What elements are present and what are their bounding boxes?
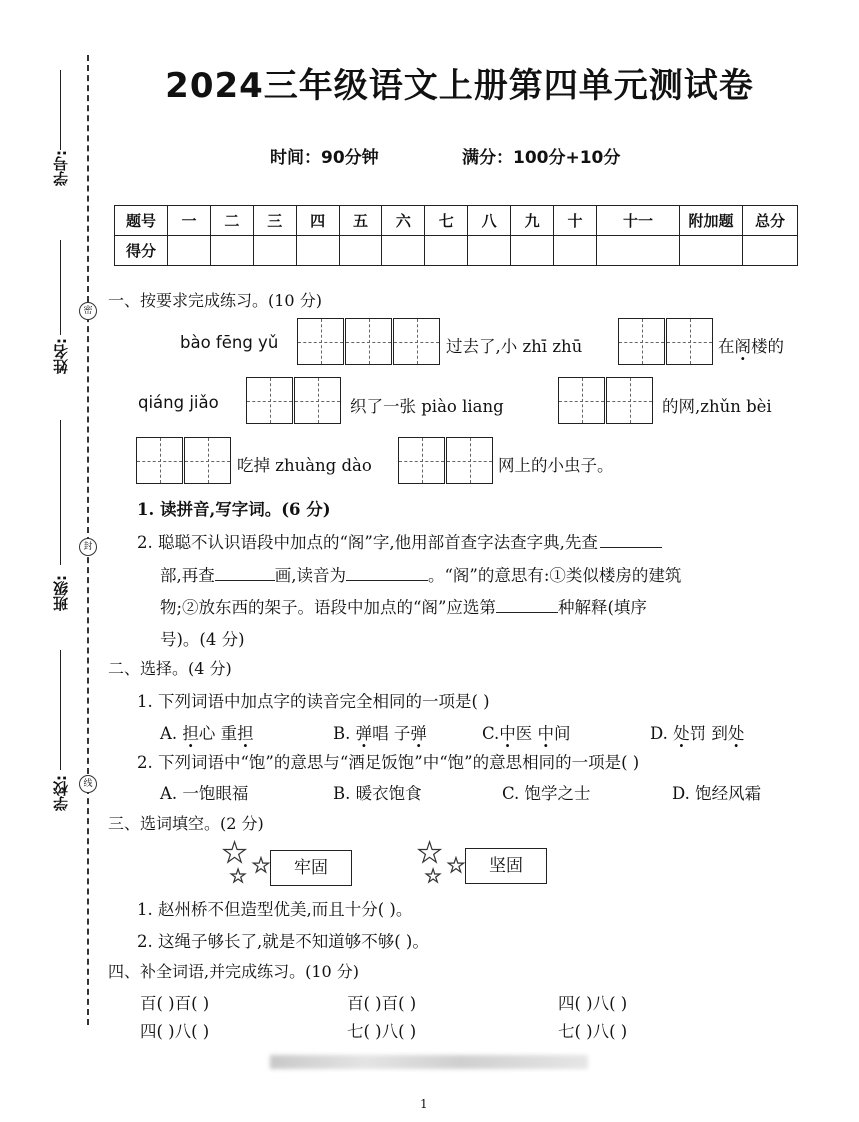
score-cell: 二	[210, 206, 253, 236]
score-input-cell[interactable]	[425, 236, 468, 266]
option-2-1-d[interactable]	[650, 720, 744, 744]
option-2-1-b[interactable]	[333, 720, 427, 744]
passage-text: 网上的小虫子。	[498, 456, 614, 475]
tian-grid-box[interactable]	[246, 377, 293, 424]
dotted-char: 弹	[355, 724, 373, 743]
word-option-laogu: 牢固	[270, 850, 352, 886]
student-id-label: 学号:	[52, 150, 70, 186]
section2-heading: 二、选择。(4 分)	[108, 659, 232, 678]
question-text: 部,再查	[160, 566, 215, 585]
idiom-fill-item: 七( )八( )	[558, 1022, 628, 1041]
dotted-char-ge: 阁	[734, 337, 751, 356]
question-1-2-line4: 号)。(4 分)	[160, 630, 245, 649]
seal-feng: 封	[79, 538, 97, 556]
option-2-2-b[interactable]: B. 暖衣饱食	[333, 784, 422, 803]
score-input-cell[interactable]	[680, 236, 743, 266]
question-1-2-line2	[160, 562, 681, 586]
question-text: 画,读音为	[274, 566, 346, 585]
passage-text-part: 楼的	[751, 337, 784, 356]
exam-time: 时间：90分钟	[270, 148, 379, 168]
option-2-1-c[interactable]	[482, 720, 571, 744]
idiom-fill-item[interactable]: 百( )百( )	[347, 994, 417, 1013]
score-cell: 十一	[596, 206, 679, 236]
tian-grid-box[interactable]	[618, 318, 665, 365]
dotted-char: 中	[499, 724, 516, 743]
option-text: 医	[515, 724, 538, 743]
option-2-2-c[interactable]: C. 饱学之士	[502, 784, 591, 803]
score-cell: 十	[554, 206, 597, 236]
answer-blank[interactable]	[215, 566, 275, 581]
answer-blank[interactable]	[600, 533, 662, 548]
tian-grid-box[interactable]	[294, 377, 341, 424]
score-input-cell[interactable]	[511, 236, 554, 266]
score-input-cell[interactable]	[253, 236, 296, 266]
tian-grid-box[interactable]	[184, 437, 231, 484]
option-text: 心 重	[198, 724, 238, 743]
dotted-char: 处	[727, 724, 745, 743]
name-label: 姓名:	[52, 338, 70, 374]
score-cell: 题号	[115, 206, 168, 236]
dotted-char: 担	[182, 724, 199, 743]
class-label: 班级:	[52, 575, 70, 611]
score-table-score-row	[115, 236, 798, 266]
score-input-cell[interactable]	[468, 236, 511, 266]
passage-text-part: 在	[718, 337, 735, 356]
score-table-header-row	[115, 206, 798, 236]
option-letter: D.	[650, 724, 668, 743]
score-cell: 一	[168, 206, 211, 236]
score-cell: 六	[382, 206, 425, 236]
tian-grid-box[interactable]	[446, 437, 493, 484]
section3-heading: 三、选词填空。(2 分)	[108, 814, 264, 833]
score-cell: 总分	[743, 206, 798, 236]
option-2-2-d[interactable]: D. 饱经风霜	[672, 784, 762, 803]
star-icon: ★	[252, 853, 270, 877]
class-line	[60, 420, 61, 565]
section1-heading: 一、按要求完成练习。(10 分)	[108, 291, 322, 310]
score-cell: 九	[511, 206, 554, 236]
score-input-cell[interactable]	[554, 236, 597, 266]
question-2-1: 1. 下列词语中加点字的读音完全相同的一项是( )	[137, 692, 490, 711]
score-input-cell[interactable]	[743, 236, 798, 266]
tian-grid-box[interactable]	[297, 318, 344, 365]
score-cell: 八	[468, 206, 511, 236]
passage-text: 的网,zhǔn bèi	[662, 397, 772, 416]
score-cell: 五	[339, 206, 382, 236]
exam-full-score: 满分：100分+10分	[462, 148, 621, 168]
page-number: 1	[420, 1097, 428, 1111]
school-label: 学校:	[52, 775, 70, 811]
score-input-cell[interactable]	[210, 236, 253, 266]
question-text: 物;②放东西的架子。语段中加点的“阁”应选第	[160, 598, 496, 617]
score-input-cell[interactable]	[168, 236, 211, 266]
score-cell: 七	[425, 206, 468, 236]
option-text: 罚 到	[689, 724, 728, 743]
score-cell: 三	[253, 206, 296, 236]
tian-grid-box[interactable]	[398, 437, 445, 484]
option-letter: A.	[160, 724, 178, 743]
question-1-2-line3	[160, 594, 647, 618]
section4-heading: 四、补全词语,并完成练习。(10 分)	[108, 962, 360, 981]
score-input-cell[interactable]	[382, 236, 425, 266]
name-line	[60, 240, 61, 335]
star-icon: ★	[222, 836, 248, 869]
tian-grid-box[interactable]	[136, 437, 183, 484]
seal-mi: 密	[79, 302, 97, 320]
score-cell: 附加题	[680, 206, 743, 236]
answer-blank[interactable]	[346, 566, 428, 581]
word-option-jiangu: 坚固	[465, 848, 547, 884]
dotted-char: 处	[673, 724, 690, 743]
score-cell: 四	[296, 206, 339, 236]
star-icon: ★	[230, 866, 247, 887]
idiom-fill-item[interactable]: 百( )百( )	[140, 994, 210, 1013]
option-letter: B.	[333, 724, 351, 743]
question-3-1: 1. 赵州桥不但造型优美,而且十分( )。	[137, 900, 413, 919]
score-input-cell[interactable]	[596, 236, 679, 266]
seal-xian: 线	[79, 775, 97, 793]
option-2-1-a[interactable]	[160, 720, 254, 744]
star-icon: ★	[425, 866, 442, 887]
pinyin-qiangjiao: qiáng jiǎo	[138, 393, 219, 412]
pinyin-baofengyu: bào fēng yǔ	[180, 333, 279, 352]
star-icon: ★	[417, 836, 443, 869]
question-text: 。“阁”的意思有:①类似楼房的建筑	[428, 566, 682, 585]
idiom-fill-item[interactable]: 四( )八( )	[558, 994, 628, 1013]
question-2-2: 2. 下列词语中“饱”的意思与“酒足饭饱”中“饱”的意思相同的一项是( )	[137, 753, 640, 772]
passage-text: 织了一张 piào liang	[350, 397, 504, 416]
answer-blank[interactable]	[496, 598, 558, 613]
dotted-char: 中	[537, 724, 555, 743]
tian-grid-box[interactable]	[666, 318, 713, 365]
idiom-fill-item: 七( )八( )	[347, 1022, 417, 1041]
tian-grid-box[interactable]	[393, 318, 440, 365]
dotted-char: 弹	[410, 724, 427, 743]
tian-grid-box[interactable]	[345, 318, 392, 365]
page-title: 2024三年级语文上册第四单元测试卷	[165, 66, 754, 106]
score-input-cell[interactable]	[339, 236, 382, 266]
passage-text: 过去了,小 zhī zhū	[446, 337, 583, 356]
option-letter: C.	[482, 724, 500, 743]
option-text: 间	[554, 724, 571, 743]
star-icon: ★	[447, 853, 465, 877]
score-table	[114, 205, 798, 266]
question-1-1: 1. 读拼音,写字词。(6 分)	[137, 500, 331, 519]
score-input-cell[interactable]	[296, 236, 339, 266]
idiom-fill-item: 四( )八( )	[140, 1022, 210, 1041]
dotted-char: 担	[237, 724, 254, 743]
passage-text: 吃掉 zhuàng dào	[237, 456, 372, 475]
question-1-2	[137, 529, 662, 553]
blurred-watermark	[270, 1055, 588, 1069]
question-text: 2. 聪聪不认识语段中加点的“阁”字,他用部首查字法查字典,先查	[137, 533, 598, 552]
question-3-2: 2. 这绳子够长了,就是不知道够不够( )。	[137, 932, 429, 951]
score-cell: 得分	[115, 236, 168, 266]
passage-text	[718, 333, 784, 357]
school-line	[60, 650, 61, 770]
cut-off-row	[110, 1018, 810, 1041]
question-text: 种解释(填序	[557, 598, 647, 617]
option-2-2-a[interactable]: A. 一饱眼福	[160, 784, 249, 803]
tian-grid-box[interactable]	[558, 377, 605, 424]
tian-grid-box[interactable]	[606, 377, 653, 424]
option-text: 唱 子	[372, 724, 411, 743]
